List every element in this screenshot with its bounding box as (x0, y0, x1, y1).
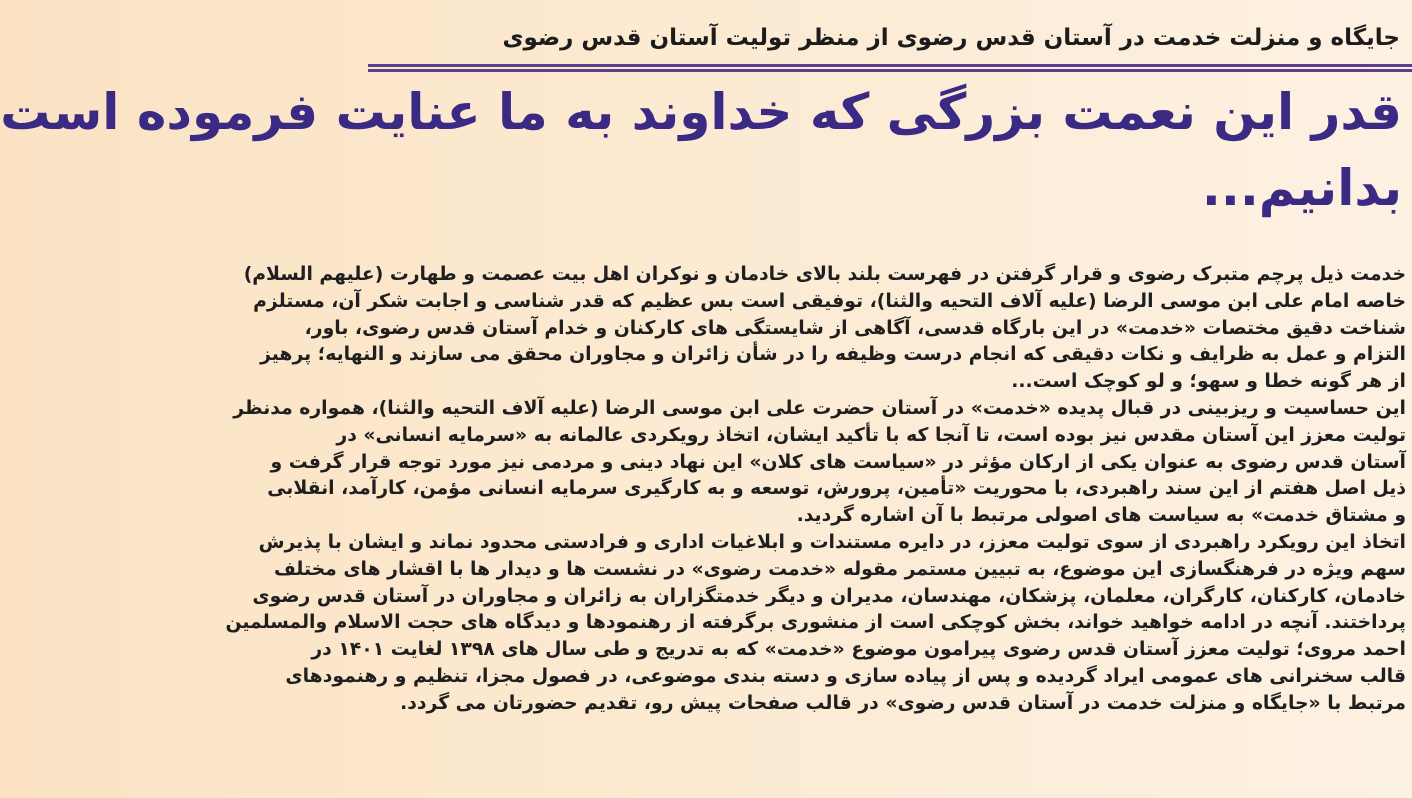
body-line: تولیت معزز این آستان مقدس نیز بوده است، تا آنجا که با تأکید ایشان، اتخاذ رویکردی عالمانه به «سرمایه انسانی» در (336, 424, 1406, 446)
headline-line-1: قدر این نعمت بزرگی که خداوند به ما عنایت فرموده است (0, 83, 1402, 141)
body-line: سهم ویژه در فرهنگسازی این موضوع، به تبیین مستمر مقوله «خدمت رضوی» در نشست ها و دیدار ها با اقشار های مختلف (273, 558, 1406, 580)
body-line: خادمان، کارکنان، کارگران، معلمان، پزشکان، مهندسان، مدیران و دیگر خدمتگزاران به زائران و مجاوران در آستان قدس رضوی (252, 585, 1406, 607)
body-line: این حساسیت و ریزبینی در قبال پدیده «خدمت» در آستان حضرت علی ابن موسی الرضا (علیه آلاف التحیه والثنا)، همواره مدنظر (233, 397, 1406, 419)
body-line: خدمت ذیل پرچم متبرک رضوی و قرار گرفتن در فهرست بلند بالای خادمان و نوکران اهل بیت عصمت و طهارت (علیهم السلام) (243, 264, 1406, 285)
header-divider-bottom (368, 69, 1412, 72)
body-line: از هر گونه خطا و سهو؛ و لو کوچک است... (1011, 371, 1406, 393)
body-line: اتخاذ این رویکرد راهبردی از سوی تولیت معزز، در دایره مستندات و ابلاغیات اداری و فرادستی محدود نماند و ایشان با پذیرش (258, 531, 1406, 553)
header-divider-top (368, 64, 1412, 67)
headline-line-2: بدانیم... (1201, 159, 1402, 217)
header-title: جایگاه و منزلت خدمت در آستان قدس رضوی از منظر تولیت آستان قدس رضوی (502, 25, 1400, 51)
body-line: خاصه امام علی ابن موسی الرضا (علیه آلاف التحیه والثنا)، توفیقی است بس عظیم که قدر شناسی و اجابت شکر آن، مستلزم (253, 290, 1406, 312)
body-line: پرداختند. آنچه در ادامه خواهید خواند، بخش کوچکی است از منشوری برگرفته از رهنمودها و دیدگاه های حجت الاسلام والمسلمین (225, 612, 1406, 634)
body-line: و مشتاق خدمت» به سیاست های اصولی مرتبط با آن اشاره گردید. (796, 505, 1406, 527)
body-text (225, 262, 1406, 718)
body-line: ذیل اصل هفتم از این سند راهبردی، با محوریت «تأمین، پرورش، توسعه و به کارگیری سرمایه انسانی مؤمن، کارآمد، انقلابی (267, 478, 1406, 500)
body-line: احمد مروی؛ تولیت معزز آستان قدس رضوی پیرامون موضوع «خدمت» که به تدریج و طی سال های ۱۳۹۸ لغایت ۱۴۰۱ در (311, 639, 1406, 661)
headline (0, 74, 1402, 226)
body-line: آستان قدس رضوی به عنوان یکی از ارکان مؤثر در «سیاست های کلان» این نهاد دینی و مردمی نیز مورد توجه قرار گرفت و (270, 451, 1406, 473)
body-line: شناخت دقیق مختصات «خدمت» در این بارگاه قدسی، آگاهی از شایستگی های کارکنان و خدام آستان قدس رضوی، باور، (304, 317, 1406, 339)
body-line: التزام و عمل به ظرایف و نکات دقیقی که انجام درست وظیفه را در شأن زائران و مجاوران محقق می سازند و النهایه؛ پرهیز (260, 344, 1406, 366)
body-line: قالب سخنرانی های عمومی ایراد گردیده و پس از پیاده سازی و دسته بندی موضوعی، در فصول مجزا، تنظیم و رهنمودهای (285, 665, 1406, 687)
document-header (320, 18, 1400, 58)
body-line: مرتبط با «جایگاه و منزلت خدمت در آستان قدس رضوی» در قالب صفحات پیش رو، تقدیم حضورتان می گردد. (400, 692, 1406, 714)
